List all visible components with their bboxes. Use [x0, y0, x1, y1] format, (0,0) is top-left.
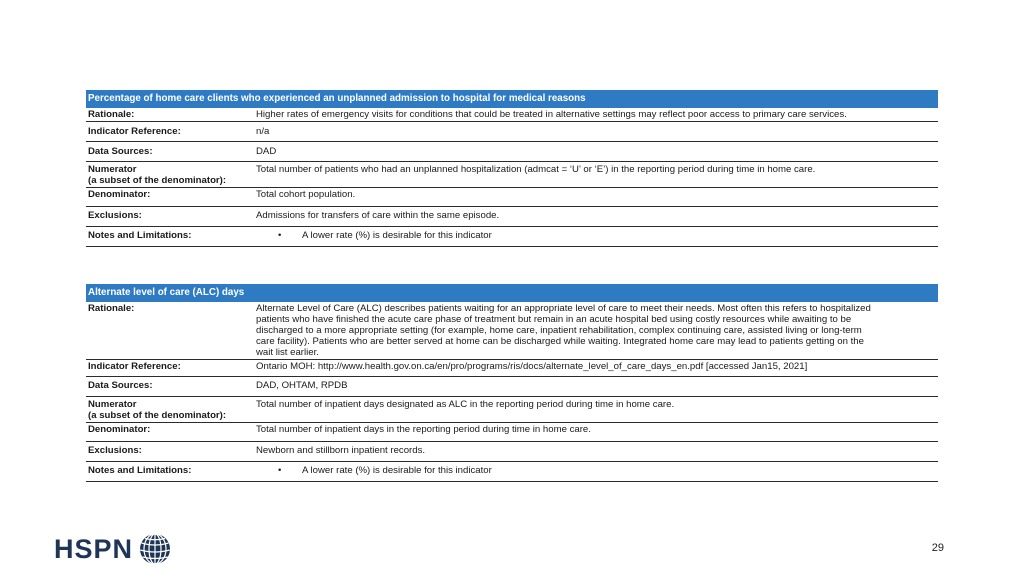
rationale-line: patients who have finished the acute care phase of treatment but remain in an acute hospital bed using costly resources while awaiting to be [256, 314, 852, 325]
notes-value [256, 230, 938, 241]
table-title: Alternate level of care (ALC) days [86, 284, 938, 302]
numerator-label-line2: (a subset of the denominator): [88, 175, 227, 186]
indicator-reference-value: n/a [256, 126, 270, 137]
denominator-row [86, 423, 938, 442]
numerator-label-line2: (a subset of the denominator): [88, 410, 227, 421]
rationale-line: wait list earlier. [256, 347, 319, 358]
numerator-label [86, 399, 256, 421]
table-title: Percentage of home care clients who experienced an unplanned admission to hospital for medical reasons [86, 90, 938, 108]
data-sources-value: DAD, OHTAM, RPDB [256, 380, 348, 391]
notes-value [256, 465, 938, 476]
rationale-row [86, 108, 938, 122]
indicator-reference-label: Indicator Reference: [88, 361, 181, 372]
logo-text: HSPN [54, 534, 134, 564]
denominator-label: Denominator: [88, 189, 151, 200]
notes-row [86, 227, 938, 247]
data-sources-value: DAD [256, 146, 277, 157]
rationale-line: care facility). Patients who are better served at home can be discharged while waiting. Integrated home care may lead to patients getting on the [256, 336, 864, 347]
indicator-table-unplanned-admission [86, 90, 938, 247]
data-sources-label: Data Sources: [88, 146, 153, 157]
indicator-table-alc-days [86, 284, 938, 482]
exclusions-label: Exclusions: [88, 210, 142, 221]
indicator-reference-value: Ontario MOH: http://www.health.gov.on.ca/en/pro/programs/ris/docs/alternate_level_of_care_days_en.pdf [accessed Jan15, 2021] [256, 361, 808, 372]
indicator-reference-row [86, 122, 938, 142]
numerator-row [86, 397, 938, 423]
numerator-value: Total number of patients who had an unplanned hospitalization (admcat = ‘U’ or ‘E’) in the reporting period during time in home care. [256, 164, 816, 175]
page-number: 29 [931, 542, 944, 554]
rationale-line: Alternate Level of Care (ALC) describes patients waiting for an appropriate level of care to meet their needs. Most often this refers to hospitalized [256, 303, 871, 314]
bullet-icon: • [278, 465, 282, 476]
exclusions-value: Newborn and stillborn inpatient records. [256, 445, 426, 456]
numerator-label-line1: Numerator [88, 164, 137, 175]
denominator-row [86, 188, 938, 207]
numerator-label-line1: Numerator [88, 399, 137, 410]
notes-text: A lower rate (%) is desirable for this indicator [302, 465, 492, 476]
rationale-label: Rationale: [88, 303, 135, 314]
bullet-icon: • [278, 230, 282, 241]
denominator-value: Total number of inpatient days in the reporting period during time in home care. [256, 424, 591, 435]
rationale-value: Higher rates of emergency visits for conditions that could be treated in alternative settings may reflect poor access to primary care services. [256, 109, 847, 120]
exclusions-row [86, 207, 938, 227]
indicator-reference-row [86, 360, 938, 377]
indicator-reference-label: Indicator Reference: [88, 126, 181, 137]
denominator-label: Denominator: [88, 424, 151, 435]
notes-text: A lower rate (%) is desirable for this indicator [302, 230, 492, 241]
exclusions-label: Exclusions: [88, 445, 142, 456]
rationale-label: Rationale: [88, 109, 135, 120]
notes-row [86, 462, 938, 482]
rationale-row [86, 302, 938, 360]
exclusions-row [86, 442, 938, 462]
numerator-label [86, 164, 256, 186]
globe-icon [139, 533, 171, 565]
rationale-line: discharged to a more appropriate setting (for example, home care, inpatient rehabilitation, complex continuing care, assisted living or long-term [256, 325, 862, 336]
data-sources-row [86, 142, 938, 162]
data-sources-label: Data Sources: [88, 380, 153, 391]
hspn-logo [54, 531, 171, 567]
rationale-value [256, 303, 938, 358]
exclusions-value: Admissions for transfers of care within the same episode. [256, 210, 500, 221]
numerator-row [86, 162, 938, 188]
numerator-value: Total number of inpatient days designated as ALC in the reporting period during time in home care. [256, 399, 675, 410]
denominator-value: Total cohort population. [256, 189, 356, 200]
notes-label: Notes and Limitations: [88, 230, 192, 241]
data-sources-row [86, 377, 938, 397]
notes-label: Notes and Limitations: [88, 465, 192, 476]
